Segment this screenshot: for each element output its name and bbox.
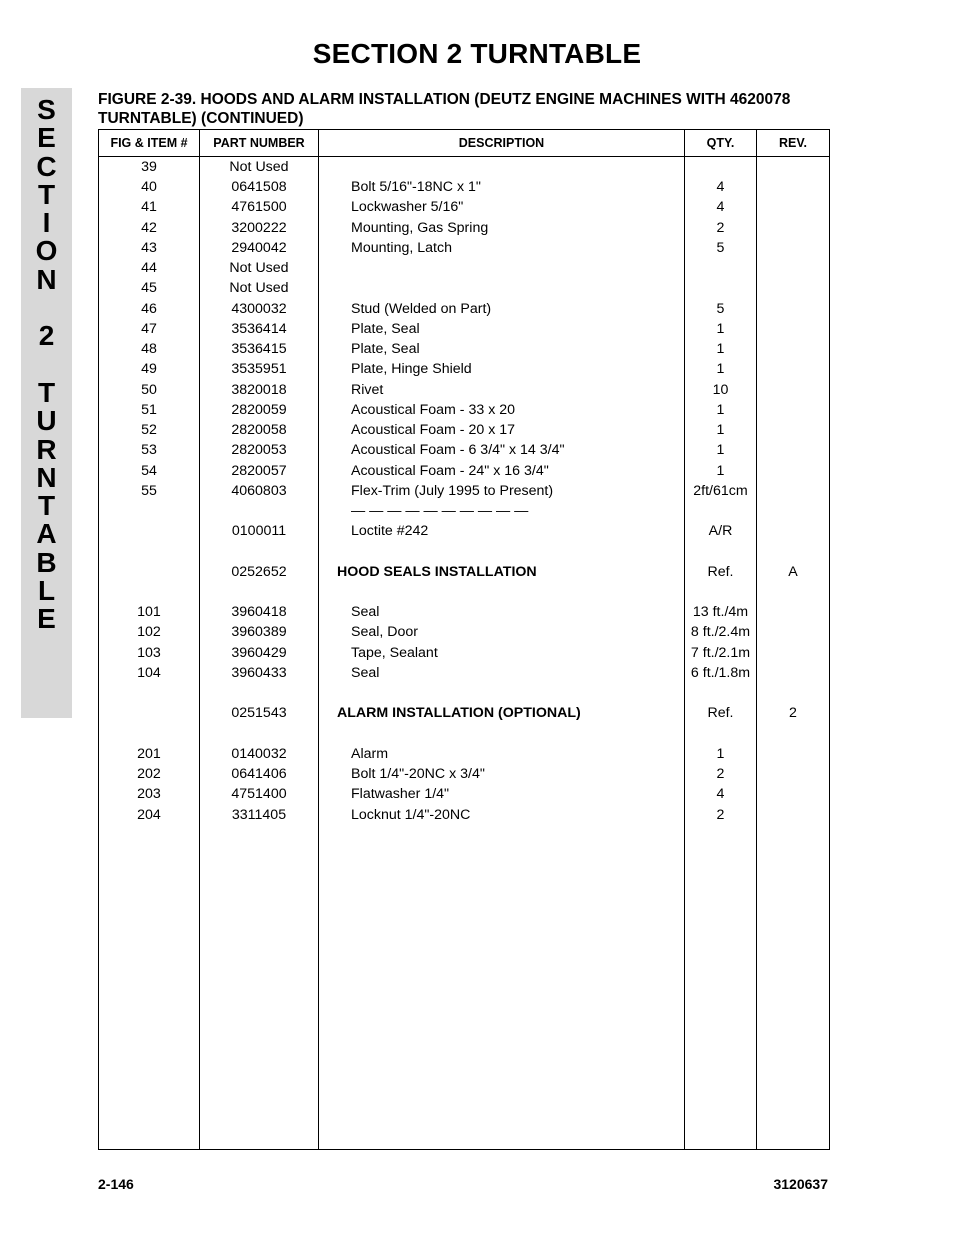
part-number-cell: 2820057 (231, 462, 287, 479)
fig-item-cell: 45 (141, 280, 157, 297)
description-cell: Seal (351, 604, 380, 621)
qty-cell (685, 258, 756, 278)
header-rev: REV. (778, 136, 808, 150)
rev-cell (757, 582, 829, 602)
fig-item-cell: 48 (141, 341, 157, 358)
rev-cell (757, 339, 829, 359)
qty-cell: 4 (716, 199, 725, 216)
description-cell (351, 582, 681, 602)
description-cell: Acoustical Foam - 6 3/4" x 14 3/4" (351, 442, 565, 459)
rev-cell (757, 724, 829, 744)
table-row (99, 400, 829, 420)
description-cell: Acoustical Foam - 33 x 20 (351, 401, 516, 418)
rev-cell (757, 440, 829, 460)
qty-cell: 1 (716, 341, 725, 358)
part-number-cell: 3536414 (231, 320, 287, 337)
description-cell: Mounting, Latch (351, 239, 452, 256)
table-row (99, 440, 829, 460)
fig-item-cell: 54 (141, 462, 157, 479)
side-tab-letter: B (36, 546, 57, 578)
fig-item-cell: 41 (141, 199, 157, 216)
rev-cell (757, 461, 829, 481)
table-row (99, 420, 829, 440)
part-number-cell: 0641406 (231, 766, 287, 783)
qty-cell: 4 (716, 179, 725, 196)
side-tab-letter: C (36, 150, 57, 182)
qty-cell: 1 (716, 361, 725, 378)
qty-cell: 5 (716, 239, 725, 256)
rev-cell (757, 380, 829, 400)
table-row (99, 703, 829, 723)
description-cell: Loctite #242 (351, 523, 429, 540)
side-tab-letter: N (36, 263, 57, 295)
qty-cell: Ref. (707, 705, 734, 722)
table-row (99, 602, 829, 622)
side-tab-letter: E (37, 122, 56, 154)
table-row (99, 784, 829, 804)
table-row (99, 278, 829, 298)
rev-cell (757, 258, 829, 278)
part-number-cell: Not Used (229, 280, 289, 297)
description-cell: Plate, Seal (351, 320, 420, 337)
description-cell: Seal, Door (351, 624, 419, 641)
side-tab-letter: R (36, 433, 57, 465)
table-row (99, 562, 829, 582)
description-cell: Plate, Seal (351, 341, 420, 358)
table-row (99, 359, 829, 379)
table-row (99, 481, 829, 501)
description-cell: Seal (351, 664, 380, 681)
description-cell: — — — — — — — — — — (351, 502, 529, 519)
table-row (99, 197, 829, 217)
qty-cell: 1 (716, 422, 725, 439)
fig-item-cell: 202 (137, 766, 161, 783)
table-row (99, 319, 829, 339)
qty-cell (685, 683, 756, 703)
rev-cell (757, 744, 829, 764)
fig-item-cell: 50 (141, 381, 157, 398)
part-number-cell (200, 582, 318, 602)
fig-item-cell: 44 (141, 260, 157, 277)
rev-cell (757, 481, 829, 501)
qty-cell: 1 (716, 462, 725, 479)
side-tab-letter: 2 (38, 320, 55, 352)
page-number: 2-146 (98, 1176, 134, 1192)
description-cell: HOOD SEALS INSTALLATION (337, 563, 537, 580)
side-tab-letter: A (36, 518, 57, 550)
qty-cell: Ref. (707, 563, 734, 580)
description-cell (351, 258, 681, 278)
side-tab-letter: I (42, 207, 51, 239)
table-row (99, 238, 829, 258)
rev-cell (757, 197, 829, 217)
table-row (99, 339, 829, 359)
fig-item-cell: 104 (137, 664, 161, 681)
fig-item-cell: 201 (137, 745, 161, 762)
rev-cell (757, 400, 829, 420)
qty-cell: 5 (716, 300, 725, 317)
fig-item-cell (99, 562, 199, 582)
header-qty: QTY. (706, 136, 735, 150)
rev-cell (757, 218, 829, 238)
table-row (99, 643, 829, 663)
fig-item-cell: 46 (141, 300, 157, 317)
part-number-cell: 2820053 (231, 442, 287, 459)
part-number-cell: 3535951 (231, 361, 287, 378)
table-row (99, 683, 829, 703)
fig-item-cell (99, 541, 199, 561)
rev-cell (757, 319, 829, 339)
side-tab-letter: L (37, 575, 56, 607)
table-row (99, 622, 829, 642)
part-number-cell: 0252652 (231, 563, 287, 580)
description-cell: Plate, Hinge Shield (351, 361, 472, 378)
rev-cell (757, 541, 829, 561)
part-number-cell (200, 501, 318, 521)
header-fig-item: FIG & ITEM # (110, 136, 188, 150)
qty-cell (685, 582, 756, 602)
qty-cell: 1 (716, 442, 725, 459)
description-cell: ALARM INSTALLATION (OPTIONAL) (337, 705, 581, 722)
qty-cell (685, 278, 756, 298)
fig-item-cell (99, 683, 199, 703)
table-row (99, 461, 829, 481)
rev-cell (757, 177, 829, 197)
side-tab-letter: T (37, 376, 56, 408)
part-number-cell: 2820058 (231, 422, 287, 439)
qty-cell: 2 (716, 219, 725, 236)
figure-caption: FIGURE 2-39. HOODS AND ALARM INSTALLATION (DEUTZ ENGINE MACHINES WITH 4620078 TURNTABLE) (CONTINUED) (98, 91, 791, 127)
part-number-cell: 2820059 (231, 401, 287, 418)
rev-cell (757, 278, 829, 298)
fig-item-cell: 43 (141, 239, 157, 256)
description-cell: Bolt 1/4"-20NC x 3/4" (351, 766, 485, 783)
part-number-cell: 3311405 (231, 806, 287, 823)
fig-item-cell: 53 (141, 442, 157, 459)
qty-cell: 1 (716, 401, 725, 418)
fig-item-cell: 203 (137, 786, 161, 803)
table-row (99, 157, 829, 177)
part-number-cell: Not Used (229, 159, 289, 175)
side-tab-letter: U (36, 405, 57, 437)
rev-cell (757, 299, 829, 319)
part-number-cell: 4751400 (231, 786, 287, 803)
part-number-cell: Not Used (229, 260, 289, 277)
rev-cell (757, 420, 829, 440)
parts-table (98, 129, 830, 1150)
part-number-cell: 2940042 (231, 239, 287, 256)
rev-cell (757, 359, 829, 379)
part-number-cell: 3820018 (231, 381, 287, 398)
fig-item-cell: 49 (141, 361, 157, 378)
table-row (99, 764, 829, 784)
qty-cell: 8 ft./2.4m (690, 624, 751, 641)
description-cell: Mounting, Gas Spring (351, 219, 489, 236)
fig-item-cell: 42 (141, 219, 157, 236)
part-number-cell (200, 541, 318, 561)
description-cell (351, 724, 681, 744)
qty-cell (685, 157, 756, 177)
side-tab-letter: O (35, 235, 58, 267)
description-cell: Locknut 1/4"-20NC (351, 806, 471, 823)
section-side-tab (21, 88, 72, 718)
fig-item-cell (99, 582, 199, 602)
description-cell: Alarm (351, 745, 389, 762)
part-number-cell: 3200222 (231, 219, 287, 236)
qty-cell: 6 ft./1.8m (690, 664, 751, 681)
rev-cell (757, 157, 829, 177)
fig-item-cell: 52 (141, 422, 157, 439)
fig-item-cell (99, 724, 199, 744)
table-row (99, 744, 829, 764)
part-number-cell: 0100011 (231, 523, 287, 540)
rev-cell: 2 (789, 705, 797, 722)
description-cell: Flatwasher 1/4" (351, 786, 450, 803)
description-cell (351, 683, 681, 703)
qty-cell: 2 (716, 766, 725, 783)
fig-item-cell: 47 (141, 320, 157, 337)
qty-cell: 4 (716, 786, 725, 803)
rev-cell (757, 602, 829, 622)
fig-item-cell: 40 (141, 179, 157, 196)
part-number-cell: 4300032 (231, 300, 287, 317)
table-row (99, 521, 829, 541)
part-number-cell: 3960429 (231, 644, 287, 661)
table-row (99, 380, 829, 400)
fig-item-cell: 55 (141, 482, 157, 499)
fig-item-cell: 103 (137, 644, 161, 661)
rev-cell: A (788, 563, 798, 580)
description-cell: Acoustical Foam - 20 x 17 (351, 422, 516, 439)
fig-item-cell (99, 703, 199, 723)
rev-cell (757, 764, 829, 784)
table-row (99, 501, 829, 521)
side-tab-letter: T (37, 178, 56, 210)
fig-item-cell: 39 (141, 159, 157, 175)
table-row (99, 541, 829, 561)
fig-item-cell (99, 521, 199, 541)
rev-cell (757, 784, 829, 804)
description-cell: Rivet (351, 381, 384, 398)
rev-cell (757, 683, 829, 703)
fig-item-cell: 51 (141, 401, 157, 418)
table-row (99, 582, 829, 602)
rev-cell (757, 622, 829, 642)
table-row (99, 805, 829, 825)
part-number-cell: 4060803 (231, 482, 287, 499)
description-cell: Lockwasher 5/16" (351, 199, 464, 216)
qty-cell: 2 (716, 806, 725, 823)
table-row (99, 663, 829, 683)
part-number-cell (200, 683, 318, 703)
side-tab-letter: T (37, 490, 56, 522)
rev-cell (757, 521, 829, 541)
part-number-cell: 3960433 (231, 664, 287, 681)
part-number-cell: 0140032 (231, 745, 287, 762)
qty-cell: 13 ft./4m (692, 604, 749, 621)
description-cell (351, 157, 681, 177)
qty-cell (685, 501, 756, 521)
part-number-cell: 3536415 (231, 341, 287, 358)
table-row (99, 218, 829, 238)
qty-cell: 1 (716, 745, 725, 762)
side-tab-letter: E (37, 603, 56, 635)
rev-cell (757, 238, 829, 258)
table-row (99, 724, 829, 744)
qty-cell (685, 724, 756, 744)
qty-cell: 1 (716, 320, 725, 337)
qty-cell: 10 (712, 381, 729, 398)
part-number-cell: 0641508 (231, 179, 287, 196)
qty-cell (685, 541, 756, 561)
fig-item-cell: 102 (137, 624, 161, 641)
side-tab-letter: S (37, 94, 56, 125)
part-number-cell (200, 724, 318, 744)
rev-cell (757, 501, 829, 521)
description-cell: Flex-Trim (July 1995 to Present) (351, 482, 554, 499)
part-number-cell: 3960418 (231, 604, 287, 621)
description-cell (351, 278, 681, 298)
fig-item-cell: 204 (137, 806, 161, 823)
fig-item-cell (99, 501, 199, 521)
description-cell: Bolt 5/16"-18NC x 1" (351, 179, 481, 196)
side-tab-letters (21, 96, 72, 634)
description-cell (351, 541, 681, 561)
rev-cell (757, 643, 829, 663)
qty-cell: A/R (708, 523, 733, 540)
description-cell: Acoustical Foam - 24" x 16 3/4" (351, 462, 549, 479)
header-part-number: PART NUMBER (213, 136, 305, 150)
part-number-cell: 4761500 (231, 199, 287, 216)
document-number: 3120637 (773, 1176, 828, 1192)
qty-cell: 7 ft./2.1m (690, 644, 751, 661)
qty-cell: 2ft/61cm (693, 482, 748, 499)
table-row (99, 177, 829, 197)
section-title: SECTION 2 TURNTABLE (312, 38, 642, 69)
side-tab-letter: N (36, 461, 57, 493)
table-row (99, 299, 829, 319)
rev-cell (757, 805, 829, 825)
description-cell: Stud (Welded on Part) (351, 300, 492, 317)
part-number-cell: 3960389 (231, 624, 287, 641)
table-body (99, 157, 829, 825)
part-number-cell: 0251543 (231, 705, 287, 722)
header-description: DESCRIPTION (458, 136, 545, 150)
rev-cell (757, 663, 829, 683)
table-row (99, 258, 829, 278)
description-cell: Tape, Sealant (351, 644, 438, 661)
fig-item-cell: 101 (137, 604, 161, 621)
